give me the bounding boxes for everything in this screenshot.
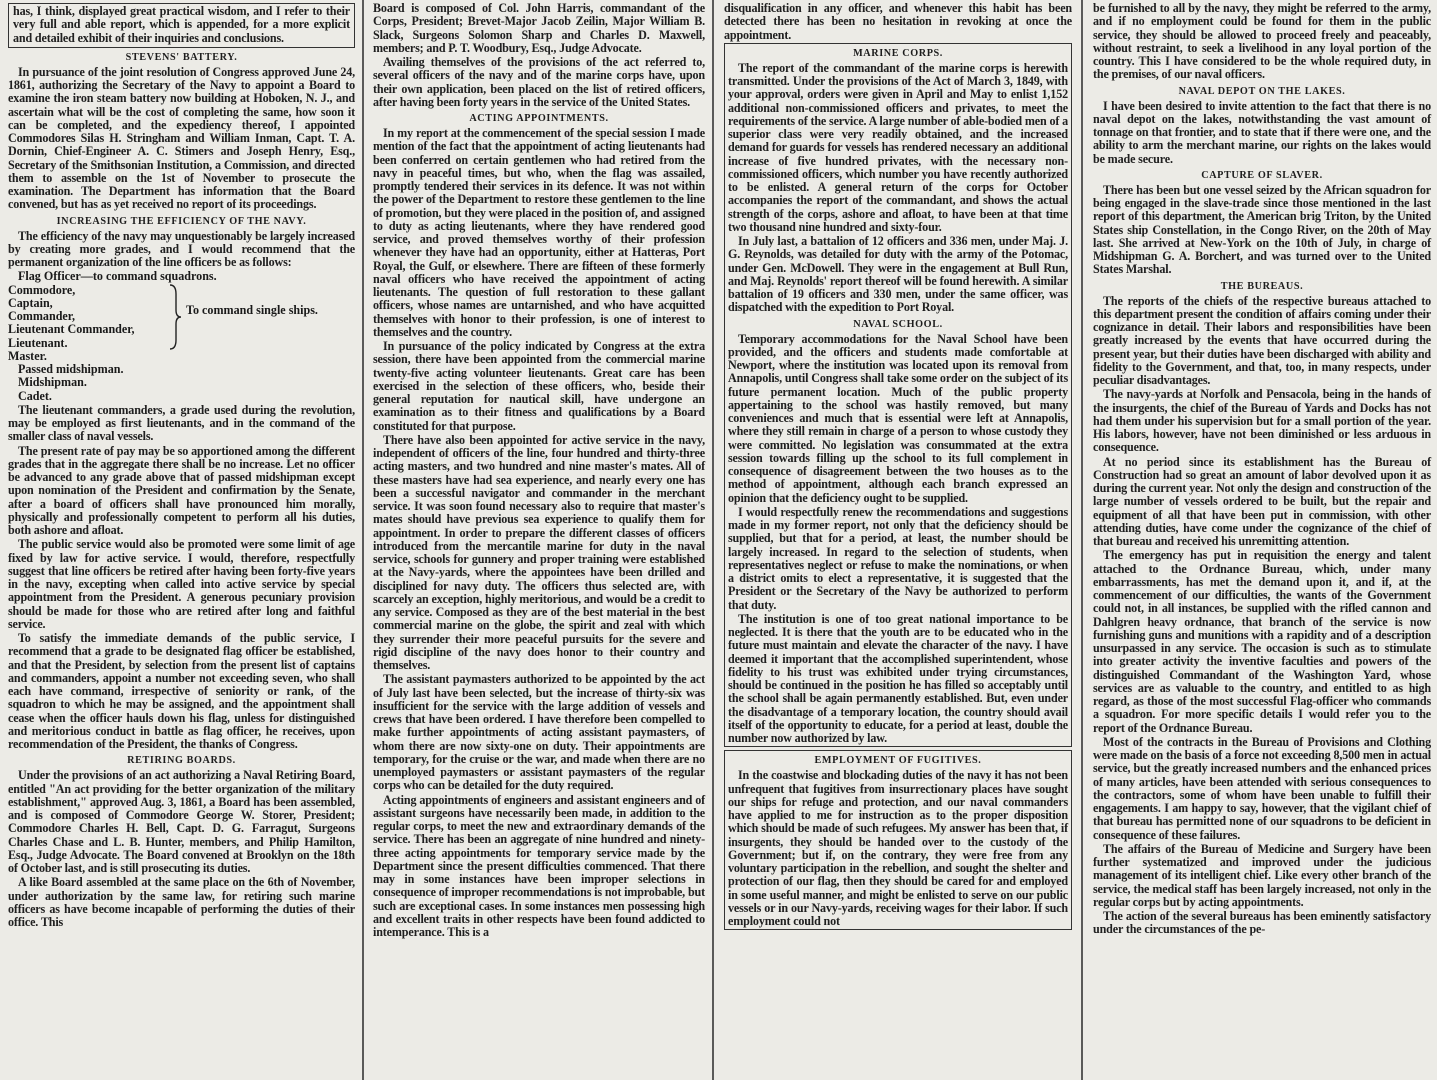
grade-list — [8, 270, 355, 403]
heading-acting-appointments: ACTING APPOINTMENTS. — [469, 113, 609, 124]
heading-the-bureaus: THE BUREAUS. — [1220, 280, 1304, 292]
paragraph-pay: The present rate of pay may be so apportioned among the different grades that in the aggregate there shall be no increase. Let no officer be advanced to any grade above that of passed midshipman except upon nomination of the President and confirmation by the Senate, after a board of officers shall have pronounced him morally, physically and professionally competent to perform all his duties, both ashore and afloat. — [8, 443, 355, 537]
grade-item: Lieutenant. — [8, 335, 68, 350]
paragraph-efficiency: The efficiency of the navy may unquestionably be largely increased by creating more grades, and I would recommend that the permanent organization of the line officers be as follows: — [8, 228, 355, 269]
paragraph-engineers: Acting appointments of engineers and assistant engineers and of assistant surgeons have necessarily been made, in addition to the regular corps, to meet the new and extraordinary demands of the service. There has been an aggregate of nine hundred and ninety-three acting appointments for temporary service made by the Department since the present difficulties commenced. That there may in some instances have been improper selections in consequence of improper recommendations is not improbable, but such are exceptional cases. In some instances men possessing high and excellent traits in other respects have been found addicted to intemperance. This is a — [373, 792, 705, 939]
column-2 — [365, 0, 711, 1080]
column-rule — [712, 0, 714, 1080]
grade-item: Captain, — [8, 295, 53, 310]
column-rule — [1081, 0, 1083, 1080]
paragraph-paymasters: The assistant paymasters authorized to be appointed by the act of July last have been selected, but the increase of thirty-six was insufficient for the service with the large addition of vessels and crews that have been ordered. I have therefore been compelled to make further appointments of acting assistant paymasters, of whom there are now sixty-one on duty. Their appointments are temporary, for the cruise or the war, and made when there are no unemployed paymasters or assistant paymasters of the regular corps who can be detailed for the duty required. — [373, 672, 705, 793]
brace-label: To command single ships. — [186, 302, 318, 317]
heading-naval-school: NAVAL SCHOOL. — [853, 318, 943, 330]
grade-item: Master. — [8, 348, 47, 363]
paragraph-furnished: be furnished to all by the navy, they might be referred to the army, and if no employment could be found for them in the public service, they should be allowed to proceed freely and peaceably, without restraint, to seek a livelihood in any loyal portion of the country. This I have considered to be the whole required duty, in the premises, of our naval officers. — [1093, 1, 1431, 82]
intro-paragraph: has, I think, displayed great practical wisdom, and I refer to their very full and able report, which is appended, for a more explicit and detailed exhibit of their inquiries and conclusions. — [13, 4, 350, 45]
paragraph-medicine: The affairs of the Bureau of Medicine and Surgery have been further systematized and improved under the judicious management of its intelligent chief. Like every other branch of the service, the medical staff has been largely increased, not only in the regular corps but by acting appointments. — [1093, 841, 1431, 909]
paragraph-provisions: Most of the contracts in the Bureau of Provisions and Clothing were made on the basis of a force not exceeding 8,500 men in actual service, but the greatly increased numbers and the enhanced prices of many articles, have been attended with serious consequences to the contractors, some of whom have been unable to fulfill their engagements. I am happy to say, however, that the vigilant chief of that bureau has permitted none of our squadrons to be deficient in consequence of these failures. — [1093, 734, 1431, 842]
paragraph-also-appointed: There have also been appointed for active service in the navy, independent of officers of the line, four hundred and thirty-three acting masters, and two hundred and nine master's mates. All of these masters have had sea experience, and nearly every one has been a successful navigator and commander in the merchant service. It was soon found necessary also to require that master's mates should have previous sea experience to qualify them for appointment. In order to prepare the different classes of officers introduced from the mercantile marine for duty in the naval service, schools for gunnery and proper training were established at the Navy-yards, where the appointees have been drilled and disciplined for navy duty. The officers thus selected are, with scarcely an exception, highly meritorious, and would be a credit to any service. Composed as they are of the best material in the best commercial marine on the globe, the spirit and zeal with which they surrender their more peaceful pursuits for the severe and rigid discipline of the navy does honor to their country and themselves. — [373, 432, 705, 672]
paragraph-lakes: I have been desired to invite attention to the fact that there is no naval depot on the lakes, notwithstanding the vast amount of tonnage on that frontier, and to state that if there were one, and the ability to arm the merchant marine, our rights on the lakes would be made secure. — [1093, 98, 1431, 166]
paragraph-stevens: In pursuance of the joint resolution of Congress approved June 24, 1861, authorizing the Secretary of the Navy to appoint a Board to examine the iron steam battery now building at Hoboken, N. J., and ascertain what will be the cost of completing the same, how soon it can be completed, and the expediency thereof, I appointed Commodores Silas H. Stringham and William Inman, Capt. T. A. Dornin, Chief-Engineer A. C. Stimers and Joseph Henry, Esq., Secretary of the Smithsonian Institution, a Commission, and directed them to assemble on the 1st of November to prosecute the examination. The Department has information that the Board convened, but has as yet received no report of its proceedings. — [8, 64, 355, 212]
heading-marine-corps: MARINE CORPS. — [853, 47, 943, 59]
heading-employment-of-fugitives: EMPLOYMENT OF FUGITIVES. — [814, 755, 982, 767]
paragraph-bureaus: The reports of the chiefs of the respective bureaus attached to this department present the condition of affairs coming under their cognizance in detail. Their labors and responsibilities have been greatly increased by the events that have occurred during the present year, but their duties have been discharged with ability and fidelity to the Government, and that, too, in many respects, under peculiar disadvantages. — [1093, 293, 1431, 387]
paragraph-report: In my report at the commencement of the special session I made mention of the fact that the appointment of acting lieutenants had been conferred on certain gentlemen who had retired from the navy in peaceful times, but who, when the flag was assailed, promptly tendered their services in its defence. It was not within the power of the Department to restore these gentlemen to the line of promotion, but they were placed in the position of, and assigned to duty as acting lieutenants, where they have rendered good service, and proved themselves worthy of their profession whenever they have had an opportunity, either at Hatteras, Port Royal, the Gulf, or elsewhere. There are fifteen of these formerly naval officers who have received the appointment of acting lieutenants. The question of full restoration to these gallant officers, whose names are untarnished, and who have acquitted themselves with honor to their profession, is one of interest to themselves and the country. — [373, 126, 705, 339]
paragraph-retiring: Under the provisions of an act authorizing a Naval Retiring Board, entitled "An act providing for the better organization of the military establishment," approved Aug. 3, 1861, a Board has been assembled, and is composed of Commodore George W. Storer, President; Commodore Charles H. Bell, Capt. D. G. Farragut, Surgeons Charles Chase and L. B. Hunter, members, and Philip Hamilton, Esq., Judge Advocate. The Board convened at Brooklyn on the 18th of October last, and is still prosecuting its duties. — [8, 768, 355, 875]
fugitives-box — [724, 750, 1072, 930]
paragraph-like-board: A like Board assembled at the same place on the 6th of November, under authorization by the same law, for retiring such marine officers as have become incapable of performing the duties of their office. This — [8, 875, 355, 929]
paragraph-satisfy: To satisfy the immediate demands of the public service, I recommend that a grade to be designated flag officer be established, and that the President, by selection from the present list of captains and commanders, appoint a number not exceeding seven, who shall each have command, irrespective of seniority or rank, of the squadron to which he may be assigned, and the appointment shall cease when the officer hauls down his flag, unless for distinguished and meritorious conduct in battle as flag officer, he receives, upon recommendation of the President, the thanks of Congress. — [8, 631, 355, 751]
paragraph-institution: The institution is one of too great national importance to be neglected. It is there that the youth are to be educated who in the future must maintain and elevate the character of the navy. I have deemed it important that the accomplished superintendent, whose fidelity to his trust was exhibited under trying circumstances, should be continued in the position he has filled so acceptably until the school shall be again permanently established. But, even under the disadvantage of a temporary location, the country should avail itself of the opportunity to educate, for a period at least, double the number now authorized by law. — [728, 611, 1068, 745]
paragraph-disqualification: disqualification in any officer, and whenever this habit has been detected there has been no hesitation in revoking at once the appointment. — [724, 1, 1072, 42]
paragraph-marine: The report of the commandant of the marine corps is herewith transmitted. Under the provisions of the Act of March 3, 1849, with your approval, orders were given in April and May to enlist 1,152 additional non-commissioned officers and privates, to meet the requirements of the service. A large number of able-bodied men of a superior class were very readily obtained, and the increased demand for guards for vessels has rendered necessary an additional increase of five hundred privates, with the necessary non-commissioned officers, which number you have recently authorized to be enlisted. A general return of the corps for October accompanies the report of the commandant, and shows the actual strength of the corps, ashore and afloat, to have been at that time two thousand nine hundred and sixty-four. — [728, 60, 1068, 234]
paragraph-construction: At no period since its establishment has the Bureau of Construction had so great an amount of labor devolved upon it as during the current year. Not only the design and construction of the large number of vessels ordered to be built, but the repair and equipment of all that have been put in commission, with other attending duties, have come under the cognizance of the chief of that bureau and received his unremitting attention. — [1093, 454, 1431, 548]
paragraph-school: Temporary accommodations for the Naval School have been provided, and the officers and students made comfortable at Newport, where the institution was located upon its removal from Annapolis, until Congress shall take some order on the subject of its future permanent location. Much of the public property appertaining to the school was hastily removed, but many conveniences and much that is essential were left at Annapolis, where they still remain in charge of a person to whose custody they were committed. No legislation was consummated at the extra session towards filling up the school to its full complement in consequence of disagreement between the two houses as to the method of appointment, although each branch expressed an opinion that the deficiency ought to be supplied. — [728, 331, 1068, 505]
grade-item: Cadet. — [18, 388, 52, 403]
grade-flag-officer: Flag Officer—to command squadrons. — [18, 269, 217, 284]
grade-item: Commander, — [8, 309, 76, 323]
paragraph-renew: I would respectfully renew the recommendations and suggestions made in my former report, not only that the deficiency should be supplied, but that for a period, at least, the number should be largely increased. In regard to the selection of students, when representatives neglect or refuse to make the nominations, or when a district omits to elect a representative, it is suggested that the President or the Secretary of the Navy be authorized to perform that duty. — [728, 504, 1068, 612]
paragraph-ordnance: The emergency has put in requisition the energy and talent attached to the Ordnance Bureau, which, under many embarrassments, has met the demand upon it, and if, at the commencement of our difficulties, the wants of the Government could not, in all instances, be supplied with the rifled cannon and Dahlgren heavy ordnance, that branch of the service is now furnishing guns and munitions with a rapidity and of a description unsurpassed in any service. The occasion is such as to stimulate into greater activity the inventive faculties and powers of the distinguished Commandant of the Washington Yard, whose services are as valuable to the country, and entitled to as high regard, as those of the most successful Flag-officer who commands a squadron. For more specific details I would refer you to the report of the Ordnance Bureau. — [1093, 548, 1431, 735]
column-3 — [716, 0, 1078, 1080]
heading-retiring-boards: RETIRING BOARDS. — [127, 755, 236, 767]
heading-capture-of-slaver: CAPTURE OF SLAVER. — [1201, 169, 1323, 181]
paragraph-policy: In pursuance of the policy indicated by Congress at the extra session, there have been appointed from the commercial marine twenty-five acting volunteer lieutenants. Great care has been exercised in the selection of these officers, who, beside their general reputation for nautical skill, have undergone an examination as to their fitness and qualifications by a Board constituted for that purpose. — [373, 339, 705, 433]
heading-naval-depot: NAVAL DEPOT ON THE LAKES. — [1178, 85, 1346, 97]
column-4 — [1085, 0, 1437, 1080]
column-rule — [362, 0, 364, 1080]
curly-brace-icon — [168, 284, 182, 350]
marine-corps-box — [724, 43, 1072, 748]
paragraph-availing: Availing themselves of the provisions of the act referred to, several officers of the navy and of the marine corps have, upon their own application, been placed on the list of retired officers, after having been forty years in the service of the United States. — [373, 55, 705, 109]
paragraph-lieutenant-commanders: The lieutenant commanders, a grade used during the revolution, may be employed as first lieutenants, and in the command of the smaller class of naval vessels. — [8, 402, 355, 444]
column-1 — [0, 0, 361, 1080]
paragraph-public-service: The public service would also be promoted were some limit of age fixed by law for active service. I would, therefore, respectfully suggest that line officers be retired after having been forty-five years in the navy, excepting when called into active service by special appointment from the President. A generous pecuniary provision should be made for those who are retired after long and faithful service. — [8, 537, 355, 631]
grade-item: Commodore, — [8, 282, 76, 297]
paragraph-fugitives: In the coastwise and blockading duties of the navy it has not been unfrequent that fugitives from insurrectionary places have sought our ships for refuge and protection, and our naval commanders have applied to me for instruction as to the proper disposition which should be made of such refugees. My answer has been that, if insurgents, they should be handed over to the custody of the Government; but if, on the contrary, they were free from any voluntary participation in the rebellion, and sought the shelter and protection of our flag, then they should be cared for and employed in some useful manner, and might be enlisted to serve on our public vessels or in our Navy-yards, receiving wages for their labor. If such employment could not — [728, 768, 1068, 928]
grade-item: Midshipman. — [18, 375, 87, 390]
grade-item: Lieutenant Commander, — [8, 322, 135, 337]
heading-stevens-battery: STEVENS' BATTERY. — [125, 51, 238, 63]
heading-increasing-efficiency: INCREASING THE EFFICIENCY OF THE NAVY. — [56, 215, 307, 227]
grade-item: Passed midshipman. — [18, 362, 124, 376]
intro-box — [8, 3, 355, 48]
paragraph-slaver: There has been but one vessel seized by the African squadron for being engaged in the slave-trade since those mentioned in the last report of this department, the American brig Triton, by the United States ship Constellation, in the Congo River, on the 20th of May last. She arrived at New-York on the 10th of July, in charge of Midshipman G. A. Borchert, and was turned over to the United States Marshal. — [1093, 182, 1431, 277]
single-ship-grades — [8, 284, 355, 364]
paragraph-action: The action of the several bureaus has been eminently satisfactory under the circumstances of the pe- — [1093, 909, 1431, 937]
paragraph-board-composed: Board is composed of Col. John Harris, commandant of the Corps, President; Brevet-Major Jacob Zeilin, Major William B. Slack, Surgeons Solomon Sharp and Charles D. Maxwell, members; and P. T. Woodbury, Esq., Judge Advocate. — [373, 1, 705, 55]
paragraph-july: In July last, a battalion of 12 officers and 336 men, under Maj. J. G. Reynolds, was detailed for duty with the army of the Potomac, under Gen. McDowell. They were in the engagement at Bull Run, and Maj. Reynolds' report thereof will be found herewith. A similar battalion of 19 officers and 330 men, under the same officer, was dispatched with the expedition to Port Royal. — [728, 234, 1068, 315]
paragraph-navy-yards: The navy-yards at Norfolk and Pensacola, being in the hands of the insurgents, the chief of the Bureau of Yards and Docks has not had them under his supervision but for a small portion of the year. His labors, however, have not been diminished or less arduous in consequence. — [1093, 387, 1431, 455]
